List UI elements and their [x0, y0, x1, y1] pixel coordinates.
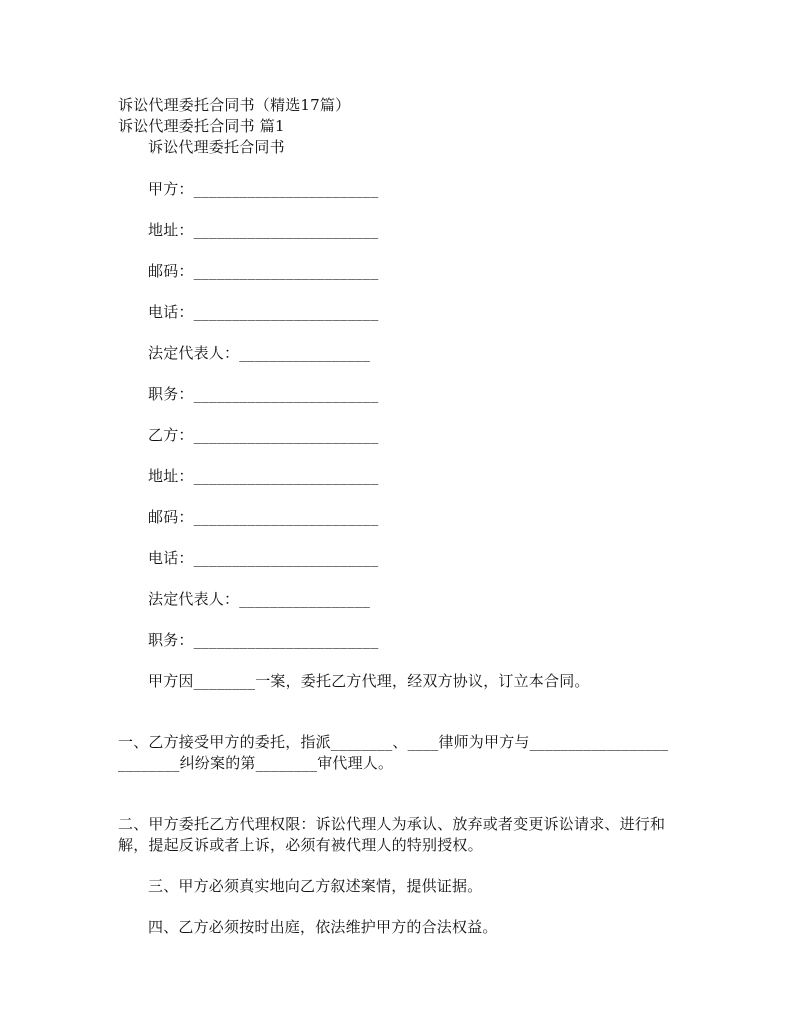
party-a-position-field: 职务：________________________ — [148, 385, 379, 403]
party-b-address-field: 地址：________________________ — [148, 467, 379, 485]
party-b-postcode-field: 邮码：________________________ — [148, 508, 379, 526]
intro-paragraph: 甲方因________一案，委托乙方代理，经双方协议，订立本合同。 — [148, 672, 590, 690]
party-b-position-field: 职务：________________________ — [148, 631, 379, 649]
clause-1-line-1: 一、乙方接受甲方的委托，指派________、____律师为甲方与__________________ — [118, 733, 669, 751]
clause-2-line-2: 解，提起反诉或者上诉，必须有被代理人的特别授权。 — [118, 836, 483, 854]
clause-3: 三、甲方必须真实地向乙方叙述案情，提供证据。 — [148, 877, 483, 895]
contract-heading: 诉讼代理委托合同书 — [148, 138, 285, 156]
party-a-legal-rep-field: 法定代表人：_________________ — [148, 344, 371, 362]
party-a-phone-field: 电话：________________________ — [148, 303, 379, 321]
clause-2-line-1: 二、甲方委托乙方代理权限：诉讼代理人为承认、放弃或者变更诉讼请求、进行和 — [118, 815, 666, 833]
party-a-address-field: 地址：________________________ — [148, 221, 379, 239]
party-b-phone-field: 电话：________________________ — [148, 549, 379, 567]
document-title: 诉讼代理委托合同书（精选17篇） — [118, 96, 351, 114]
clause-1-line-2: ________纠纷案的第________审代理人。 — [118, 754, 394, 772]
party-a-postcode-field: 邮码：________________________ — [148, 262, 379, 280]
party-b-legal-rep-field: 法定代表人：_________________ — [148, 590, 371, 608]
clause-4: 四、乙方必须按时出庭，依法维护甲方的合法权益。 — [148, 918, 498, 936]
party-a-name-field: 甲方：________________________ — [148, 180, 379, 198]
party-b-name-field: 乙方：________________________ — [148, 426, 379, 444]
document-subtitle: 诉讼代理委托合同书 篇1 — [118, 117, 285, 135]
